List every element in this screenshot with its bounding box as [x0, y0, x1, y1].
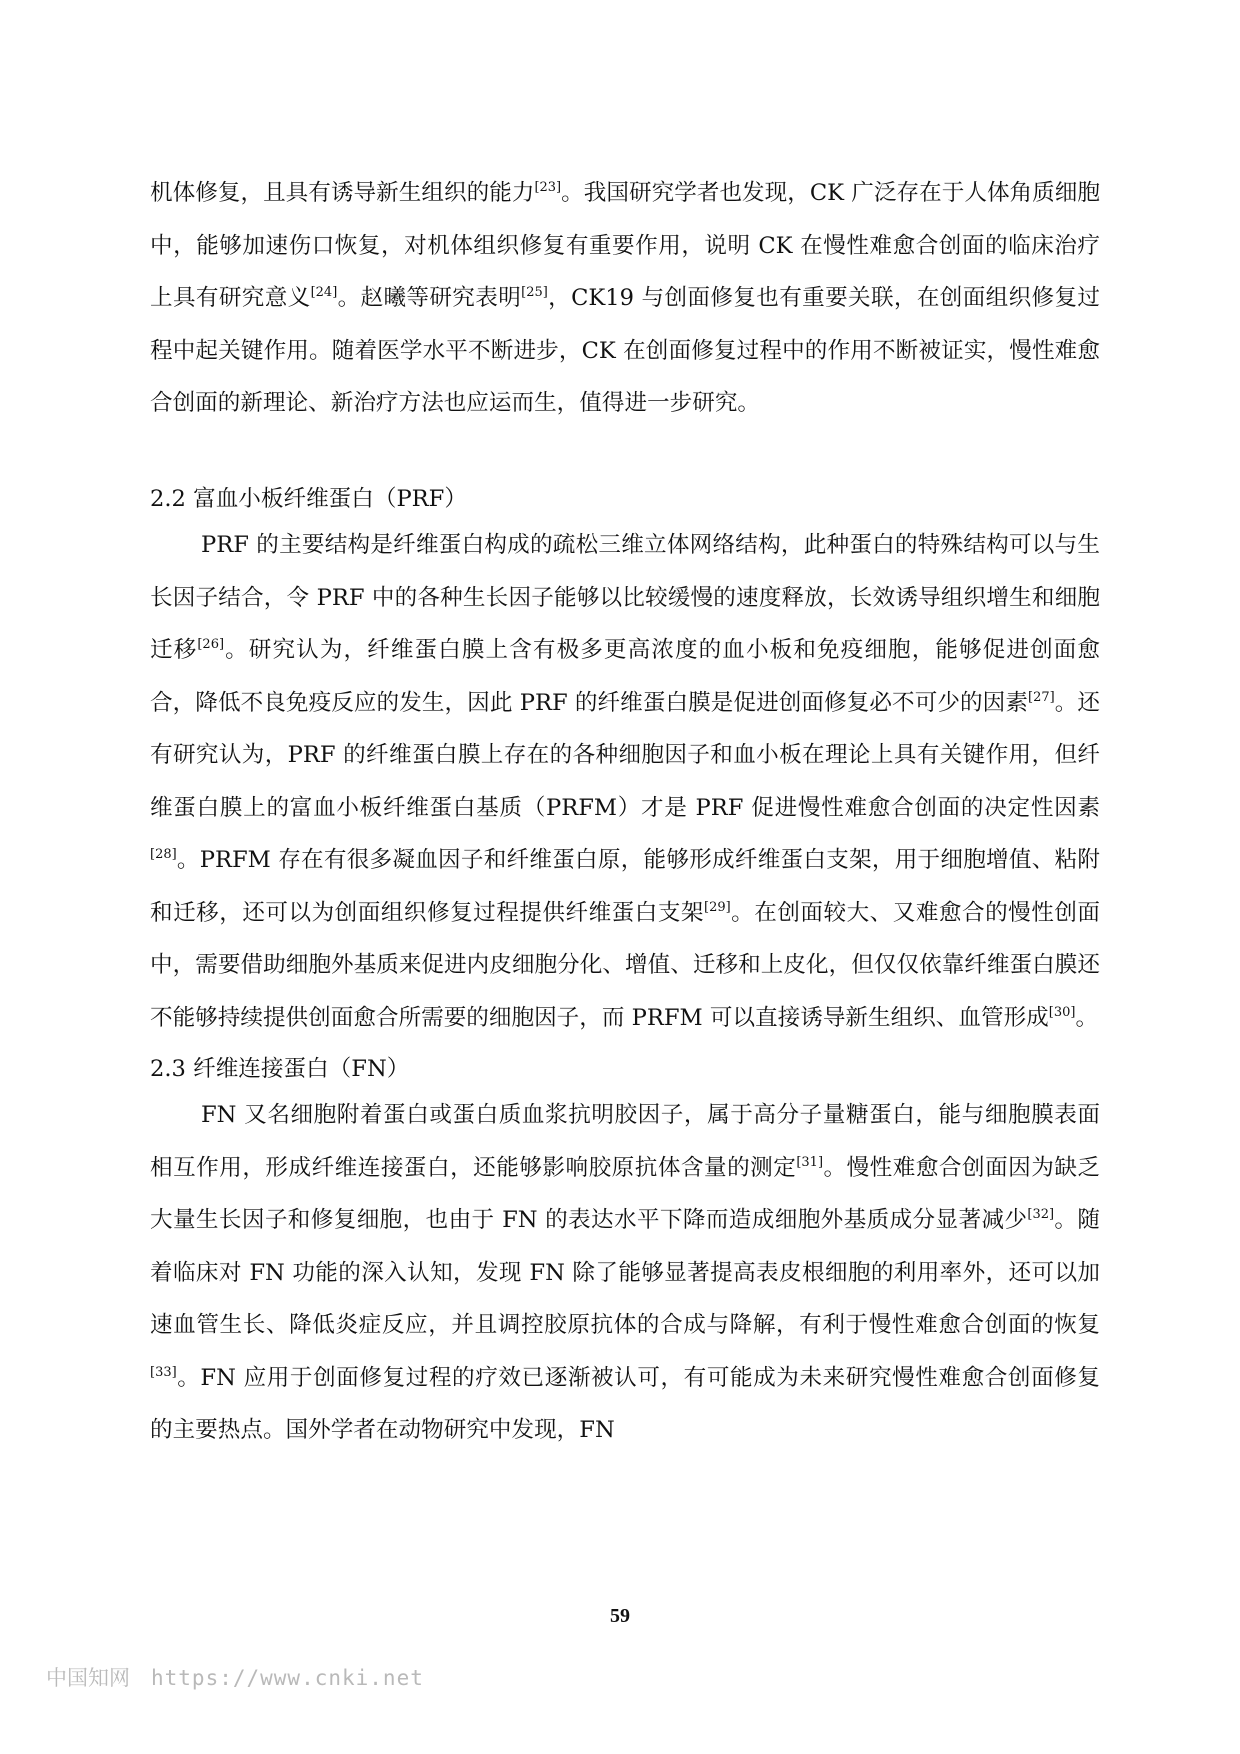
text-run: 。我国研究学者也发现，CK 广泛存在于人体角质细胞中，能够加速伤口恢复，对机体组织修复有重要作用，说明 CK 在慢性难愈合创面的临床治疗上具有研究意义: [150, 180, 1100, 311]
watermark-site-name: 中国知网: [46, 1666, 130, 1690]
paragraph-prf: [150, 519, 1100, 1044]
citation[interactable]: [33]: [150, 1364, 177, 1380]
citation[interactable]: [23]: [534, 179, 562, 195]
citation[interactable]: [25]: [521, 284, 548, 300]
text-run: FN 又名细胞附着蛋白或蛋白质血浆抗明胶因子，属于高分子量糖蛋白，能与细胞膜表面相互作用，形成纤维连接蛋白，还能够影响胶原抗体含量的测定: [150, 1102, 1100, 1181]
citation[interactable]: [30]: [1048, 1004, 1076, 1020]
text-run: 。随着临床对 FN 功能的深入认知，发现 FN 除了能够显著提高表皮根细胞的利用率外，还可以加速血管生长、降低炎症反应，并且调控胶原抗体的合成与降解，有利于慢性难愈合创面的恢复: [150, 1207, 1100, 1338]
text-run: 。PRFM 存在有很多凝血因子和纤维蛋白原，能够形成纤维蛋白支架，用于细胞增值、粘附和迁移，还可以为创面组织修复过程提供纤维蛋白支架: [150, 847, 1100, 926]
text-run: 。赵曦等研究表明: [337, 285, 522, 311]
text-run: 。在创面较大、又难愈合的慢性创面中，需要借助细胞外基质来促进内皮细胞分化、增值、迁移和上皮化，但仅仅依靠纤维蛋白膜还不能够持续提供创面愈合所需要的细胞因子，而 PRFM 可以直接诱导新生组织、血管形成: [150, 899, 1101, 1031]
text-run: 。FN 应用于创面修复过程的疗效已逐渐被认可，有可能成为未来研究慢性难愈合创面修复的主要热点。国外学者在动物研究中发现，FN: [150, 1364, 1100, 1443]
text-run: ，CK19 与创面修复也有重要关联，在创面组织修复过程中起关键作用。随着医学水平不断进步，CK 在创面修复过程中的作用不断被证实，慢性难愈合创面的新理论、新治疗方法也应运而生，值得进一步研究。: [150, 285, 1101, 416]
section-heading-2-3: 2.3 纤维连接蛋白（FN）: [150, 1056, 410, 1082]
watermark-footer: [46, 1662, 424, 1692]
text-run: 。慢性难愈合创面因为缺乏大量生长因子和修复细胞，也由于 FN 的表达水平下降而造成细胞外基质成分显著减少: [150, 1154, 1101, 1233]
citation[interactable]: [28]: [150, 846, 177, 862]
citation[interactable]: [27]: [1028, 689, 1055, 705]
text-run: 。研究认为，纤维蛋白膜上含有极多更高浓度的血小板和免疫细胞，能够促进创面愈合，降低不良免疫反应的发生，因此 PRF 的纤维蛋白膜是促进创面修复必不可少的因素: [150, 637, 1101, 716]
text-run: PRF 的主要结构是纤维蛋白构成的疏松三维立体网络结构，此种蛋白的特殊结构可以与生长因子结合，令 PRF 中的各种生长因子能够以比较缓慢的速度释放，长效诱导组织增生和细胞迁移: [150, 532, 1100, 663]
citation[interactable]: [29]: [704, 899, 731, 915]
text-run: 。还有研究认为，PRF 的纤维蛋白膜上存在的各种细胞因子和血小板在理论上具有关键作用，但纤维蛋白膜上的富血小板纤维蛋白基质（PRFM）才是 PRF 促进慢性难愈合创面的决定性因素: [150, 689, 1100, 821]
citation[interactable]: [32]: [1027, 1206, 1055, 1222]
paragraph-fn: [150, 1089, 1100, 1457]
text-run: 机体修复，且具有诱导新生组织的能力: [150, 180, 535, 206]
paragraph-ck-continuation: [150, 167, 1100, 430]
watermark-url[interactable]: https://www.cnki.net: [151, 1666, 424, 1690]
page-number: 59: [610, 1605, 630, 1627]
citation[interactable]: [31]: [796, 1154, 824, 1170]
citation[interactable]: [26]: [197, 636, 225, 652]
section-heading-2-2: 2.2 富血小板纤维蛋白（PRF）: [150, 486, 467, 512]
text-run: 。: [1075, 1004, 1099, 1031]
citation[interactable]: [24]: [310, 284, 338, 300]
